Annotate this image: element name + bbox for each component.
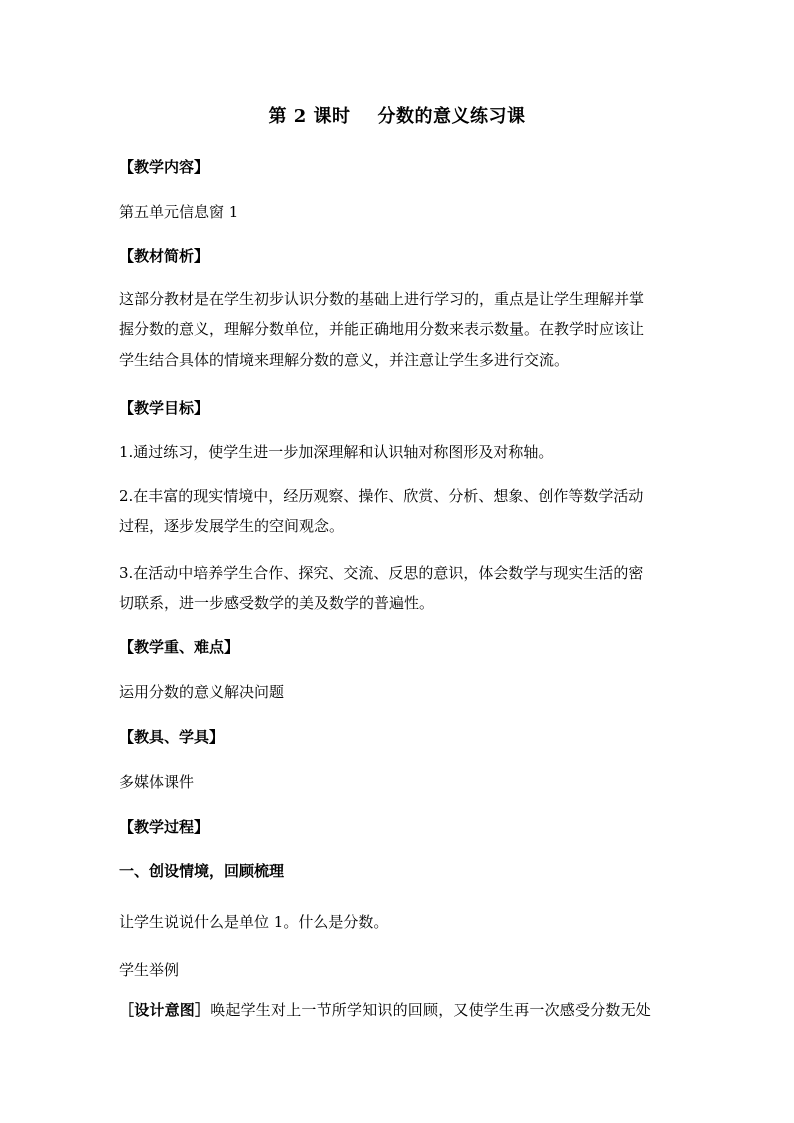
text-material-analysis-line-1: 这部分教材是在学生初步认识分数的基础上进行学习的，重点是让学生理解并掌 xyxy=(119,290,645,308)
page-title: 第 2 课时 分数的意义练习课 xyxy=(268,106,526,127)
heading-teaching-goals: 【教学目标】 xyxy=(119,399,210,417)
heading-tools: 【教具、学具】 xyxy=(119,728,225,746)
text-step-1-example: 学生举例 xyxy=(119,961,180,979)
text-step-1: 让学生说说什么是单位 1。什么是分数。 xyxy=(119,913,389,931)
heading-step-1: 一、创设情境，回顾梳理 xyxy=(119,862,285,880)
text-tools: 多媒体课件 xyxy=(119,773,195,791)
design-intent-text: 唤起学生对上一节所学知识的回顾，又使学生再一次感受分数无处 xyxy=(210,1001,652,1019)
text-material-analysis-line-3: 学生结合具体的情境来理解分数的意义，并注意让学生多进行交流。 xyxy=(119,351,570,369)
text-goal-3-line-1: 3.在活动中培养学生合作、探究、交流、反思的意识，体会数学与现实生活的密 xyxy=(119,564,644,582)
text-material-analysis-line-2: 握分数的意义，理解分数单位，并能正确地用分数来表示数量。在教学时应该让 xyxy=(119,320,645,338)
heading-material-analysis: 【教材简析】 xyxy=(119,247,210,265)
design-intent-label: ［设计意图］ xyxy=(119,1001,211,1019)
heading-teaching-content: 【教学内容】 xyxy=(119,158,210,176)
design-intent-paragraph xyxy=(119,1000,679,1020)
text-goal-3-line-2: 切联系，进一步感受数学的美及数学的普遍性。 xyxy=(119,594,435,612)
text-teaching-content: 第五单元信息窗 1 xyxy=(119,203,239,221)
heading-key-points: 【教学重、难点】 xyxy=(119,638,240,656)
heading-teaching-process: 【教学过程】 xyxy=(119,818,210,836)
text-goal-2-line-2: 过程，逐步发展学生的空间观念。 xyxy=(119,517,345,535)
text-goal-2-line-1: 2.在丰富的现实情境中，经历观察、操作、欣赏、分析、想象、创作等数学活动 xyxy=(119,487,644,505)
text-key-points: 运用分数的意义解决问题 xyxy=(119,683,285,701)
text-goal-1: 1.通过练习，使学生进一步加深理解和认识轴对称图形及对称轴。 xyxy=(119,443,554,461)
